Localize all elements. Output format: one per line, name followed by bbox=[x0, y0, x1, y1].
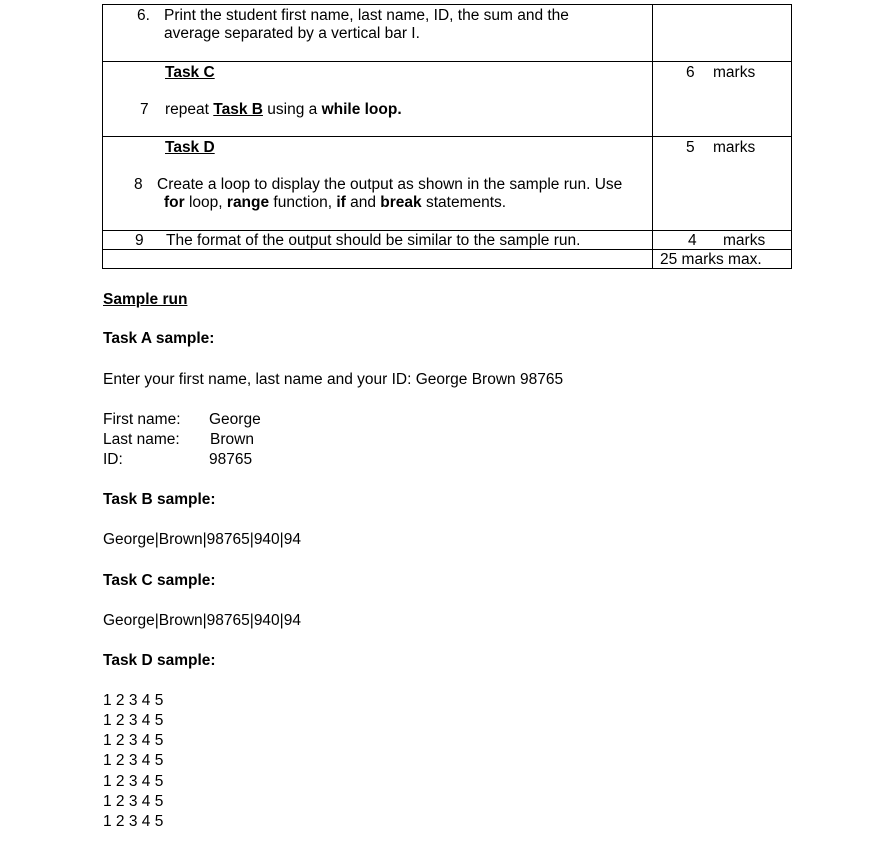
item-text: repeat Task B using a while loop. bbox=[165, 101, 402, 118]
field-value: George bbox=[209, 411, 261, 428]
item-number: 9 bbox=[135, 232, 144, 249]
output-line: 1 2 3 4 5 bbox=[103, 793, 164, 810]
marks-number: 4 bbox=[688, 232, 697, 249]
task-d-heading: Task D bbox=[165, 139, 215, 156]
task-b-output: George|Brown|98765|940|94 bbox=[103, 531, 301, 548]
item-number: 7 bbox=[140, 101, 149, 118]
input-prompt-line: Enter your first name, last name and your ID: George Brown 98765 bbox=[103, 371, 564, 388]
sample-run-heading: Sample run bbox=[103, 291, 188, 308]
item-text: for loop, range function, if and break statements. bbox=[164, 194, 507, 211]
output-line: 1 2 3 4 5 bbox=[103, 692, 164, 709]
output-line: 1 2 3 4 5 bbox=[103, 752, 164, 769]
task-c-output: George|Brown|98765|940|94 bbox=[103, 612, 301, 629]
marks-label: marks bbox=[713, 64, 756, 81]
row-divider bbox=[103, 136, 791, 137]
marks-number: 6 bbox=[686, 64, 695, 81]
marks-label: marks bbox=[713, 139, 756, 156]
task-c-sample-title: Task C sample: bbox=[103, 572, 216, 589]
marks-label: marks bbox=[723, 232, 766, 249]
field-value: Brown bbox=[210, 431, 254, 448]
task-c-heading: Task C bbox=[165, 64, 215, 81]
column-divider bbox=[652, 5, 653, 268]
task-d-sample-title: Task D sample: bbox=[103, 652, 216, 669]
item-text: The format of the output should be similar to the sample run. bbox=[166, 232, 581, 249]
total-marks: 25 marks max. bbox=[660, 251, 762, 268]
field-label: Last name: bbox=[103, 431, 180, 448]
item-number: 8 bbox=[134, 176, 143, 193]
marks-number: 5 bbox=[686, 139, 695, 156]
output-line: 1 2 3 4 5 bbox=[103, 773, 164, 790]
row-divider bbox=[103, 230, 791, 231]
item-number: 6. bbox=[137, 7, 150, 24]
output-line: 1 2 3 4 5 bbox=[103, 712, 164, 729]
item-text: average separated by a vertical bar I. bbox=[164, 25, 420, 42]
task-a-sample-title: Task A sample: bbox=[103, 330, 215, 347]
output-line: 1 2 3 4 5 bbox=[103, 732, 164, 749]
row-divider bbox=[103, 249, 791, 250]
row-divider bbox=[103, 61, 791, 62]
output-line: 1 2 3 4 5 bbox=[103, 813, 164, 830]
field-label: First name: bbox=[103, 411, 181, 428]
field-label: ID: bbox=[103, 451, 123, 468]
task-b-sample-title: Task B sample: bbox=[103, 491, 216, 508]
item-text: Create a loop to display the output as shown in the sample run. Use bbox=[157, 176, 623, 193]
item-text: Print the student first name, last name, ID, the sum and the bbox=[164, 7, 569, 24]
field-value: 98765 bbox=[209, 451, 253, 468]
marks-table bbox=[102, 4, 792, 269]
